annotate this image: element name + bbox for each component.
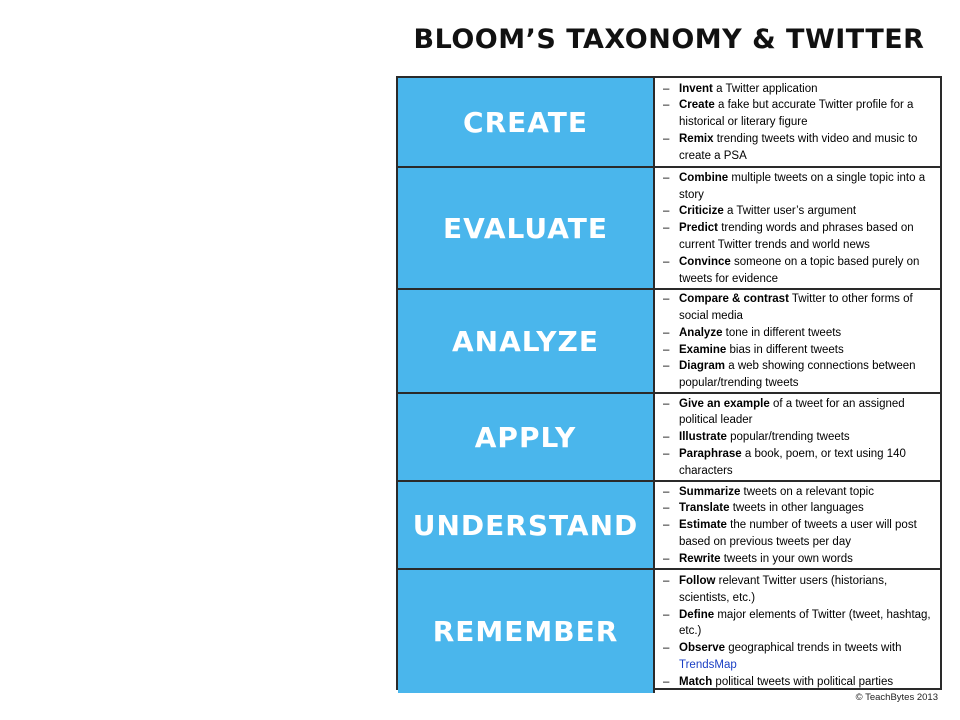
list-item — [663, 203, 934, 220]
item-text: of a tweet for an assigned political leader — [679, 397, 905, 427]
row-create — [398, 78, 940, 168]
row-understand — [398, 482, 940, 570]
level-label-evaluate: EVALUATE — [442, 211, 608, 245]
item-text: relevant Twitter users (historians, scientists, etc.) — [679, 575, 888, 604]
item-text: popular/trending tweets — [726, 431, 850, 444]
level-label-apply: APPLY — [474, 420, 577, 454]
list-item — [663, 500, 934, 517]
list-item — [663, 607, 934, 641]
item-text: someone on a topic based purely on tweets for evidence — [679, 255, 920, 285]
list-item — [663, 674, 934, 691]
item-text: trending tweets with video and music to create a PSA — [679, 132, 918, 162]
level-cell — [398, 290, 655, 392]
action-verb: Define — [679, 608, 715, 621]
row-apply — [398, 394, 940, 482]
level-cell — [398, 168, 655, 288]
trendsmap-link[interactable]: TrendsMap — [679, 658, 737, 671]
list-item — [663, 573, 934, 607]
item-text: the number of tweets a user will post based on previous tweets per day — [679, 519, 917, 548]
taxonomy-table — [396, 76, 942, 690]
level-label-understand: UNDERSTAND — [412, 508, 639, 542]
action-verb: Summarize — [679, 485, 741, 498]
list-item — [663, 358, 934, 392]
list-item — [663, 342, 934, 359]
action-verb: Compare & contrast — [679, 293, 789, 306]
list-item — [663, 131, 934, 165]
action-verb: Rewrite — [679, 552, 721, 565]
level-cell — [398, 482, 655, 568]
action-verb: Estimate — [679, 519, 727, 532]
action-verb: Give an example — [679, 397, 770, 410]
action-verb: Paraphrase — [679, 447, 742, 460]
item-text: bias in different tweets — [726, 343, 844, 356]
action-verb: Predict — [679, 222, 718, 235]
level-cell — [398, 78, 655, 166]
activity-list — [655, 482, 940, 568]
level-label-analyze: ANALYZE — [452, 324, 599, 358]
list-item — [663, 254, 934, 288]
item-text: geographical trends in tweets with — [725, 642, 902, 655]
item-text: a fake but accurate Twitter profile for a historical or literary figure — [679, 99, 914, 129]
copyright-credit: © TeachBytes 2013 — [855, 692, 938, 703]
item-text: tone in different tweets — [722, 326, 842, 339]
item-text: a web showing connections between popular/trending tweets — [679, 360, 916, 390]
page-title: BLOOM’S TAXONOMY & TWITTER — [413, 24, 925, 55]
activity-list — [655, 168, 940, 288]
item-text: tweets on a relevant topic — [740, 485, 874, 498]
item-text: tweets in other languages — [729, 502, 864, 515]
list-item — [663, 484, 934, 501]
action-verb: Analyze — [679, 326, 723, 339]
action-verb: Examine — [679, 343, 727, 356]
action-verb: Criticize — [679, 205, 724, 218]
list-item — [663, 429, 934, 446]
item-text: political tweets with political parties — [712, 675, 894, 688]
item-text: trending words and phrases based on current Twitter trends and world news — [679, 222, 914, 251]
activity-list — [655, 570, 940, 693]
level-label-remember: REMEMBER — [432, 614, 619, 648]
item-text: a Twitter user’s argument — [723, 205, 857, 218]
item-text: major elements of Twitter (tweet, hashtag, etc.) — [679, 608, 931, 638]
row-analyze — [398, 290, 940, 394]
level-cell — [398, 570, 655, 693]
list-item — [663, 517, 934, 551]
activity-list — [655, 78, 940, 166]
item-text: multiple tweets on a single topic into a story — [679, 171, 926, 201]
item-text: a book, poem, or text using 140 characters — [679, 447, 906, 477]
action-verb: Follow — [679, 575, 716, 587]
row-remember — [398, 570, 940, 693]
list-item — [663, 551, 934, 568]
level-label-create: CREATE — [463, 105, 588, 139]
list-item — [663, 81, 934, 98]
action-verb: Observe — [679, 642, 726, 655]
action-verb: Match — [679, 675, 713, 688]
action-verb: Combine — [679, 171, 729, 184]
action-verb: Remix — [679, 132, 714, 145]
list-item — [663, 170, 934, 204]
list-item — [663, 97, 934, 131]
level-cell — [398, 394, 655, 480]
action-verb: Create — [679, 99, 715, 112]
item-text: a Twitter application — [712, 82, 818, 95]
list-item — [663, 446, 934, 480]
list-item — [663, 220, 934, 254]
list-item — [663, 291, 934, 325]
list-item — [663, 396, 934, 430]
activity-list — [655, 290, 940, 392]
list-item — [663, 325, 934, 342]
action-verb: Convince — [679, 255, 731, 268]
item-text: Twitter to other forms of social media — [679, 293, 913, 322]
list-item — [663, 640, 934, 674]
action-verb: Translate — [679, 502, 730, 515]
action-verb: Diagram — [679, 360, 726, 373]
action-verb: Invent — [679, 82, 713, 95]
activity-list — [655, 394, 940, 480]
row-evaluate — [398, 168, 940, 290]
item-text: tweets in your own words — [720, 552, 853, 565]
action-verb: Illustrate — [679, 431, 727, 444]
